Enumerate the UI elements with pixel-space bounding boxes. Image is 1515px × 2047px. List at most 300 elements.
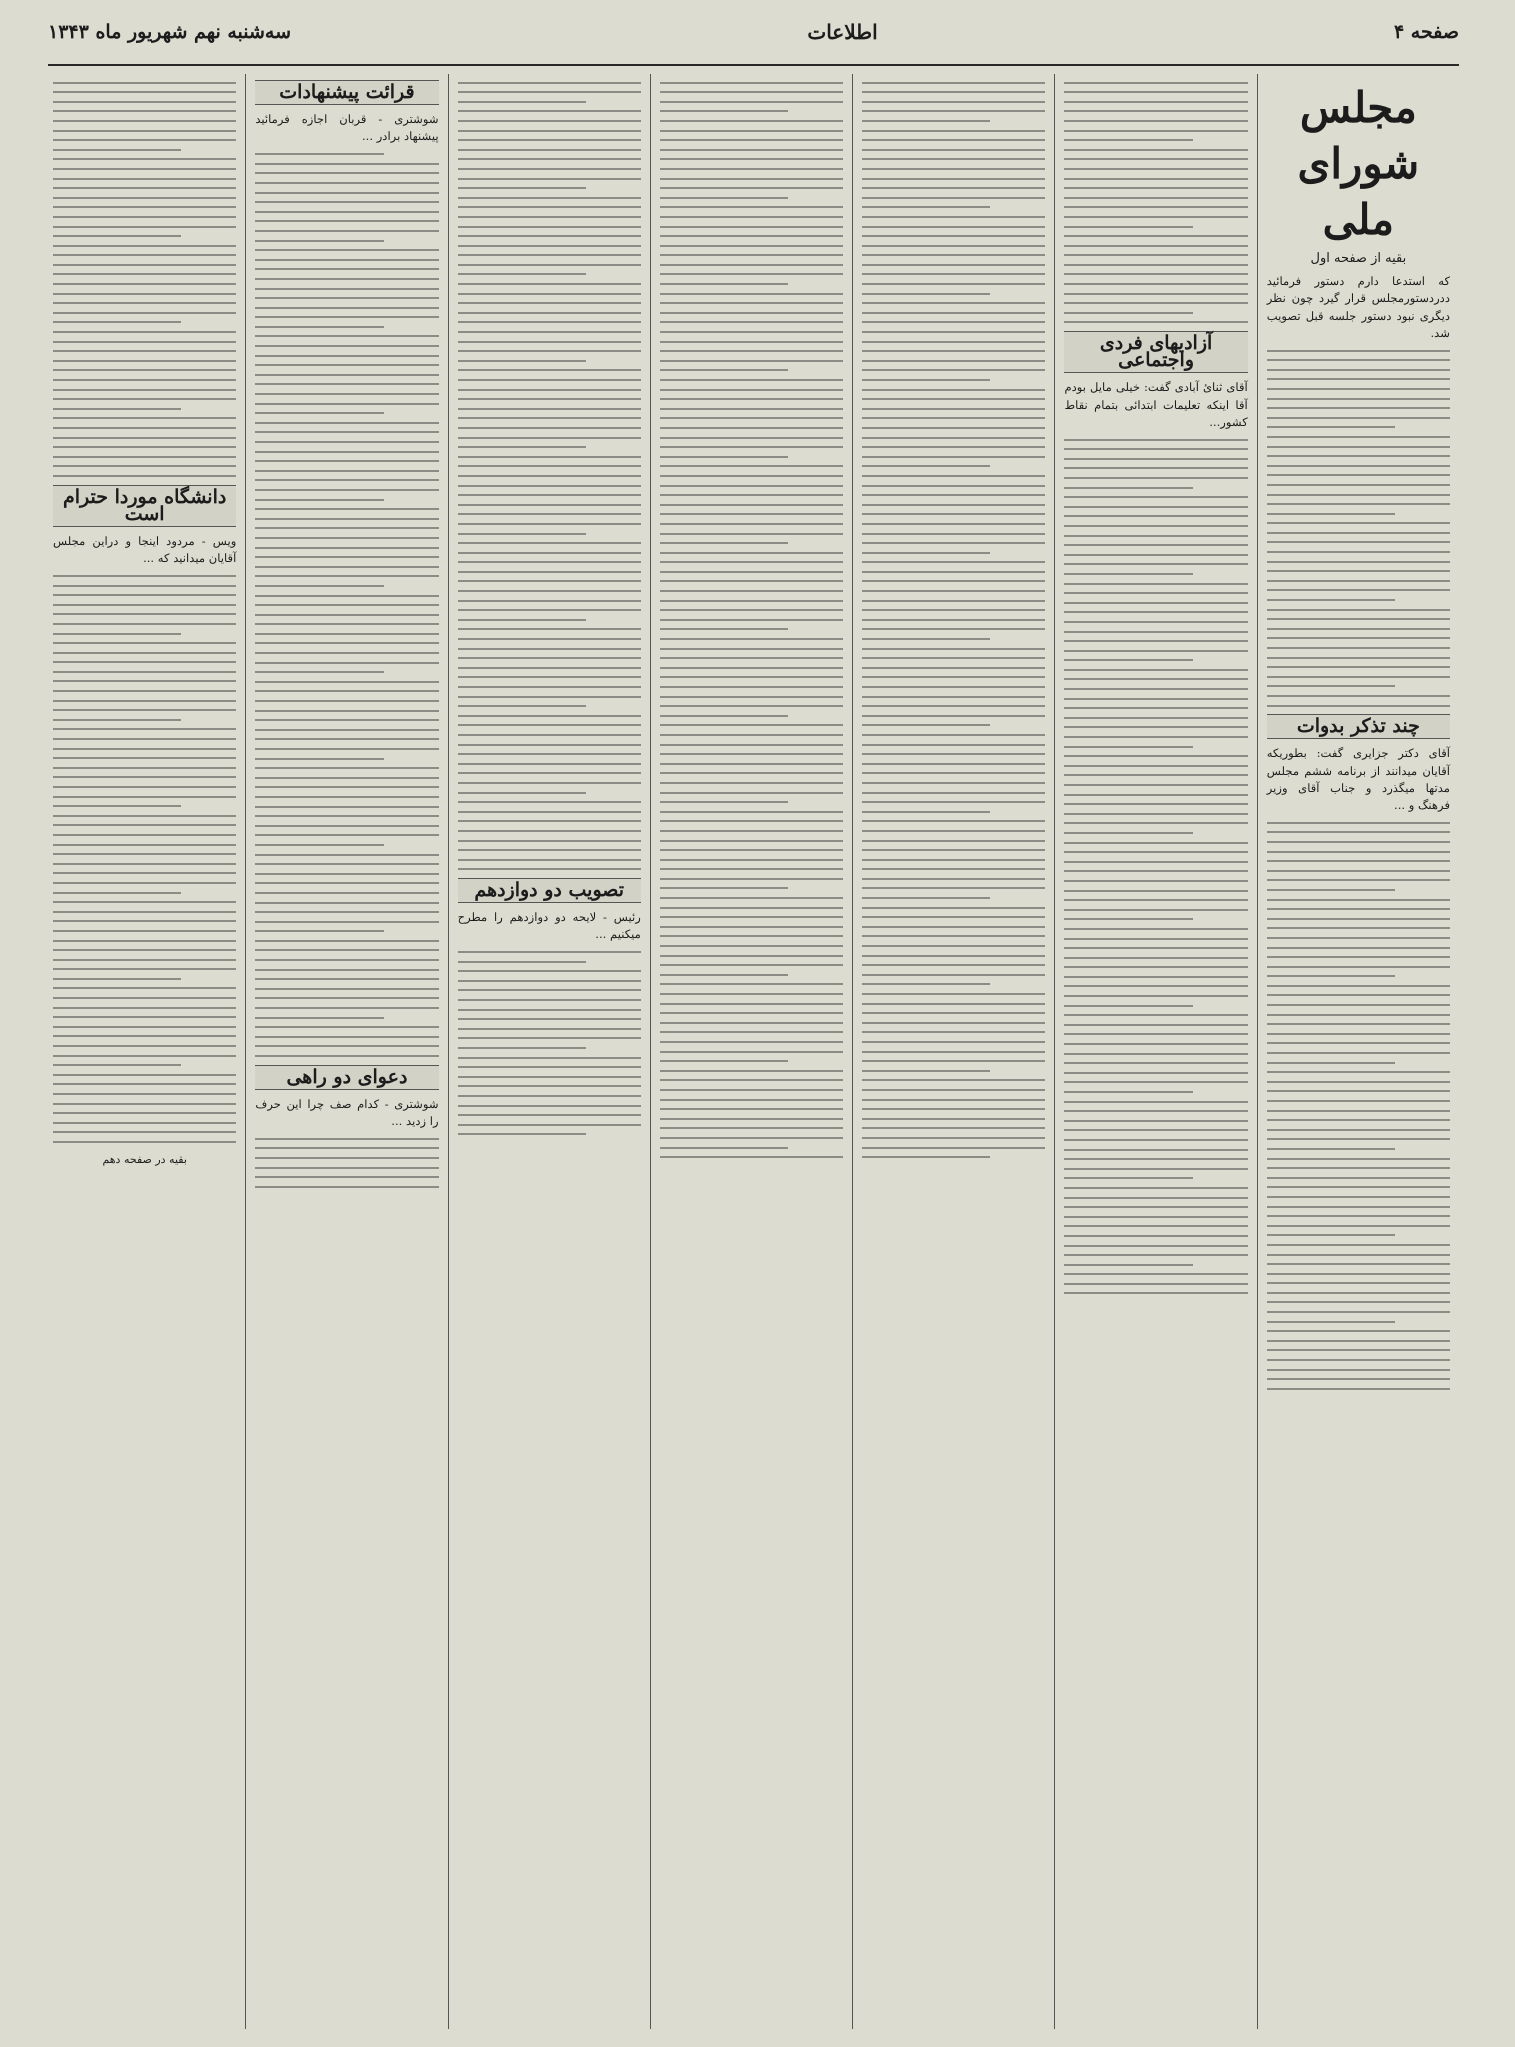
text-line [1267, 860, 1450, 862]
text-line [458, 264, 641, 266]
text-line [1267, 599, 1395, 601]
intro-text [1267, 273, 1450, 342]
text-lines [458, 82, 641, 871]
text-line [1064, 976, 1247, 978]
text-line [255, 710, 438, 712]
text-line [1064, 1024, 1247, 1026]
text-line [255, 815, 438, 817]
text-line [255, 249, 438, 251]
text-line [1267, 1177, 1450, 1179]
text-line [660, 1070, 843, 1072]
text-line [660, 197, 788, 199]
text-line [458, 369, 641, 371]
text-line [1064, 736, 1247, 738]
text-line [660, 859, 843, 861]
text-line [1267, 1148, 1395, 1150]
text-line [862, 916, 1045, 918]
text-line [660, 513, 843, 515]
text-line [660, 446, 843, 448]
text-line [458, 446, 586, 448]
text-line [660, 235, 843, 237]
text-line [660, 676, 843, 678]
text-line [458, 868, 641, 870]
text-line [1064, 197, 1247, 199]
text-line [1267, 1263, 1450, 1265]
text-line [53, 1007, 236, 1009]
text-line [660, 360, 843, 362]
text-line [255, 220, 438, 222]
text-line [1267, 870, 1450, 872]
text-line [53, 273, 236, 275]
text-line [660, 580, 843, 582]
text-line [1064, 726, 1247, 728]
text-line [255, 978, 438, 980]
text-line [1267, 1340, 1450, 1342]
text-line [53, 158, 236, 160]
text-line [458, 206, 641, 208]
text-line [1267, 637, 1450, 639]
text-line [458, 753, 641, 755]
text-line [458, 235, 641, 237]
text-line [660, 974, 788, 976]
text-line [1064, 813, 1247, 815]
text-line [458, 715, 641, 717]
text-line [458, 110, 641, 112]
text-line [53, 604, 236, 606]
text-line [1064, 995, 1247, 997]
text-line [660, 1022, 843, 1024]
text-line [660, 609, 843, 611]
text-line [1064, 707, 1247, 709]
text-line [1267, 465, 1450, 467]
text-line [53, 1074, 236, 1076]
text-line [660, 571, 843, 573]
text-line [53, 796, 236, 798]
text-line [660, 504, 843, 506]
text-line [458, 101, 586, 103]
text-line [53, 1112, 236, 1114]
text-line [862, 648, 1045, 650]
text-line [458, 120, 641, 122]
text-line [255, 355, 438, 357]
text-line [660, 350, 843, 352]
text-line [53, 719, 181, 721]
text-line [1267, 1244, 1450, 1246]
text-line [1064, 554, 1247, 556]
text-line [255, 470, 438, 472]
text-line [660, 561, 843, 563]
text-line [255, 1138, 438, 1140]
text-line [1064, 861, 1247, 863]
text-line [1267, 1311, 1450, 1313]
text-line [53, 920, 236, 922]
text-line [862, 1137, 1045, 1139]
text-line [255, 662, 438, 664]
text-line [53, 863, 236, 865]
text-line [1267, 618, 1450, 620]
text-line [255, 806, 438, 808]
text-line [458, 178, 641, 180]
text-line [53, 130, 236, 132]
text-line [862, 264, 1045, 266]
text-line [53, 264, 236, 266]
column-6 [245, 74, 447, 2029]
text-line [1267, 1100, 1450, 1102]
text-line [255, 335, 438, 337]
text-lines [1267, 822, 1450, 1390]
text-line [53, 1055, 236, 1057]
text-line [660, 878, 843, 880]
text-line [1064, 1101, 1247, 1103]
text-line [255, 719, 438, 721]
text-line [53, 786, 236, 788]
text-line [53, 235, 181, 237]
text-line [660, 427, 843, 429]
text-line [53, 110, 236, 112]
text-line [660, 110, 788, 112]
text-line [660, 811, 843, 813]
text-line [660, 341, 843, 343]
text-line [660, 801, 788, 803]
text-line [660, 1060, 788, 1062]
text-line [862, 609, 1045, 611]
text-line [1064, 1139, 1247, 1141]
text-line [255, 1167, 438, 1169]
text-line [660, 178, 843, 180]
text-line [862, 964, 1045, 966]
text-line [458, 1057, 641, 1059]
text-line [660, 533, 843, 535]
text-line [53, 91, 236, 93]
section-paragraph: رئیس - لایحه دو دوازدهم را مطرح میکنیم ... [457, 910, 641, 942]
text-line [458, 830, 641, 832]
text-line [53, 389, 236, 391]
text-line [458, 216, 641, 218]
text-line [660, 849, 843, 851]
text-line [1064, 467, 1247, 469]
text-line [862, 120, 990, 122]
text-line [1267, 541, 1450, 543]
text-line [1064, 1043, 1247, 1045]
text-line [660, 226, 843, 228]
text-line [1064, 515, 1247, 517]
text-line [53, 690, 236, 692]
text-line [1267, 522, 1450, 524]
text-line [660, 619, 843, 621]
text-line [1064, 563, 1247, 565]
text-line [1267, 484, 1450, 486]
text-line [53, 738, 236, 740]
text-line [458, 590, 641, 592]
text-line [1064, 966, 1247, 968]
text-line [255, 681, 438, 683]
text-line [1267, 994, 1450, 996]
text-line [660, 216, 843, 218]
text-line [255, 997, 438, 999]
text-line [862, 1012, 1045, 1014]
text-line [1064, 1129, 1247, 1131]
text-line [53, 178, 236, 180]
column-7 [44, 74, 245, 2029]
text-line [660, 149, 843, 151]
text-lines [255, 1138, 438, 1188]
text-line [458, 600, 641, 602]
text-line [660, 724, 843, 726]
text-line [53, 206, 236, 208]
text-line [458, 168, 641, 170]
text-line [255, 834, 438, 836]
text-line [53, 872, 236, 874]
text-line [53, 245, 236, 247]
text-line [660, 696, 843, 698]
text-line [862, 1118, 1045, 1120]
text-line [660, 264, 843, 266]
text-line [660, 657, 843, 659]
text-line [660, 417, 843, 419]
text-line [255, 499, 383, 501]
text-line [1064, 611, 1247, 613]
text-line [255, 930, 383, 932]
text-line [1267, 1071, 1450, 1073]
text-line [1267, 685, 1395, 687]
text-line [53, 331, 236, 333]
text-line [862, 331, 1045, 333]
text-line [255, 345, 438, 347]
text-line [862, 513, 1045, 515]
text-line [862, 830, 1045, 832]
text-line [660, 485, 843, 487]
text-line [660, 753, 843, 755]
text-line [458, 999, 641, 1001]
text-line [458, 840, 641, 842]
text-line [862, 744, 1045, 746]
column-3 [852, 74, 1054, 2029]
article-columns [44, 74, 1459, 2029]
text-line [1267, 532, 1450, 534]
text-line [458, 139, 641, 141]
text-line [660, 302, 843, 304]
text-line [458, 1009, 641, 1011]
text-line [660, 465, 843, 467]
text-line [458, 494, 641, 496]
text-line [1064, 1014, 1247, 1016]
text-line [862, 254, 1045, 256]
text-line [660, 542, 788, 544]
text-line [1267, 899, 1450, 901]
text-line [660, 887, 788, 889]
page-number: صفحه ۴ [1393, 21, 1459, 43]
text-line [53, 815, 236, 817]
text-line [255, 192, 438, 194]
text-line [1267, 937, 1450, 939]
text-line [862, 1041, 1045, 1043]
text-line [1064, 1235, 1247, 1237]
text-line [862, 734, 1045, 736]
section-paragraph: آقای ثنائ آبادی گفت: خیلی مایل بودم آقا اینکه تعلیمات ابتدائی بتمام نقاط کشور... [1064, 380, 1248, 429]
text-line [862, 820, 1045, 822]
text-line [1064, 178, 1247, 180]
text-line [1267, 1369, 1450, 1371]
text-line [53, 680, 236, 682]
text-line [53, 623, 236, 625]
text-line [458, 686, 641, 688]
text-line [1064, 784, 1247, 786]
text-line [458, 1114, 641, 1116]
text-line [1064, 82, 1247, 84]
text-line [660, 1031, 843, 1033]
text-line [255, 278, 438, 280]
text-line [458, 820, 641, 822]
text-line [660, 955, 843, 957]
text-line [1064, 544, 1247, 546]
text-line [53, 757, 236, 759]
text-line [1267, 1042, 1450, 1044]
text-line [1267, 1330, 1450, 1332]
text-line [862, 110, 1045, 112]
section-heading: آزادیهای فردی واجتماعی [1064, 331, 1247, 373]
text-line [255, 1147, 438, 1149]
text-line [1064, 187, 1247, 189]
text-line [53, 1045, 236, 1047]
text-line [1064, 273, 1247, 275]
newspaper-name: اطلاعات [807, 20, 878, 44]
text-line [255, 172, 438, 174]
text-line [862, 542, 1045, 544]
text-line [255, 767, 438, 769]
text-line [862, 398, 1045, 400]
text-line [53, 1141, 236, 1143]
section-paragraph: شوشتری - کدام صف چرا این حرف را زدید ... [255, 1096, 439, 1129]
text-line [862, 216, 1045, 218]
text-line [660, 158, 843, 160]
text-line [1064, 1283, 1247, 1285]
text-line [1064, 293, 1247, 295]
text-line [862, 628, 1045, 630]
text-line [255, 383, 438, 385]
text-line [255, 489, 438, 491]
text-line [862, 417, 1045, 419]
text-line [660, 964, 843, 966]
text-line [53, 379, 236, 381]
text-line [1064, 496, 1247, 498]
text-line [1064, 506, 1247, 508]
text-line [458, 254, 641, 256]
text-line [862, 494, 1045, 496]
text-line [1064, 698, 1247, 700]
text-line [458, 158, 641, 160]
text-line [862, 206, 990, 208]
text-line [660, 101, 843, 103]
text-line [862, 945, 1045, 947]
text-line [862, 600, 1045, 602]
text-line [862, 868, 1045, 870]
text-line [660, 868, 843, 870]
text-line [255, 671, 383, 673]
text-line [862, 1060, 1045, 1062]
text-line [1267, 975, 1395, 977]
text-line [458, 638, 641, 640]
text-line [1267, 647, 1450, 649]
text-line [1064, 120, 1247, 122]
text-line [458, 772, 641, 774]
text-line [862, 379, 990, 381]
text-line [255, 988, 438, 990]
text-line [255, 777, 438, 779]
text-line [660, 628, 788, 630]
text-line [1064, 226, 1192, 228]
text-line [53, 254, 236, 256]
text-line [1267, 561, 1450, 563]
text-line [1267, 1052, 1450, 1054]
text-line [53, 293, 236, 295]
text-line [1064, 91, 1247, 93]
text-line [862, 1147, 1045, 1149]
text-line [660, 1003, 843, 1005]
text-line [458, 293, 641, 295]
text-line [1267, 436, 1450, 438]
text-line [255, 1007, 438, 1009]
text-line [862, 389, 1045, 391]
article-title: مجلس شورای ملی [1297, 83, 1420, 244]
text-line [660, 321, 843, 323]
text-line [53, 959, 236, 961]
text-line [53, 446, 236, 448]
text-line [255, 940, 438, 942]
text-line [53, 709, 236, 711]
text-line [1267, 1033, 1450, 1035]
text-line [862, 657, 1045, 659]
text-line [660, 705, 843, 707]
text-line [1064, 746, 1192, 748]
text-line [53, 283, 236, 285]
text-line [660, 590, 843, 592]
text-line [1064, 602, 1247, 604]
text-line [458, 961, 586, 963]
text-lines [458, 951, 641, 1135]
text-line [660, 1118, 843, 1120]
text-line [458, 456, 641, 458]
text-line [458, 82, 641, 84]
text-line [1267, 676, 1450, 678]
text-line [862, 1156, 990, 1158]
text-line [1267, 666, 1450, 668]
text-line [53, 805, 181, 807]
text-line [255, 575, 438, 577]
text-line [53, 398, 236, 400]
text-line [53, 1131, 236, 1133]
text-line [660, 715, 788, 717]
text-line [53, 940, 236, 942]
text-line [1267, 455, 1450, 457]
text-line [458, 792, 586, 794]
text-line [53, 350, 236, 352]
text-line [458, 226, 641, 228]
text-line [53, 1083, 236, 1085]
text-line [53, 417, 236, 419]
text-line [255, 518, 438, 520]
text-line [1064, 206, 1247, 208]
text-line [862, 187, 1045, 189]
text-line [255, 633, 438, 635]
text-line [458, 648, 641, 650]
text-line [1064, 1062, 1247, 1064]
text-line [1064, 1149, 1247, 1151]
text-line [1267, 1186, 1450, 1188]
text-line [1064, 573, 1192, 575]
column-4 [650, 74, 852, 2029]
text-line [1064, 149, 1247, 151]
text-line [862, 101, 1045, 103]
